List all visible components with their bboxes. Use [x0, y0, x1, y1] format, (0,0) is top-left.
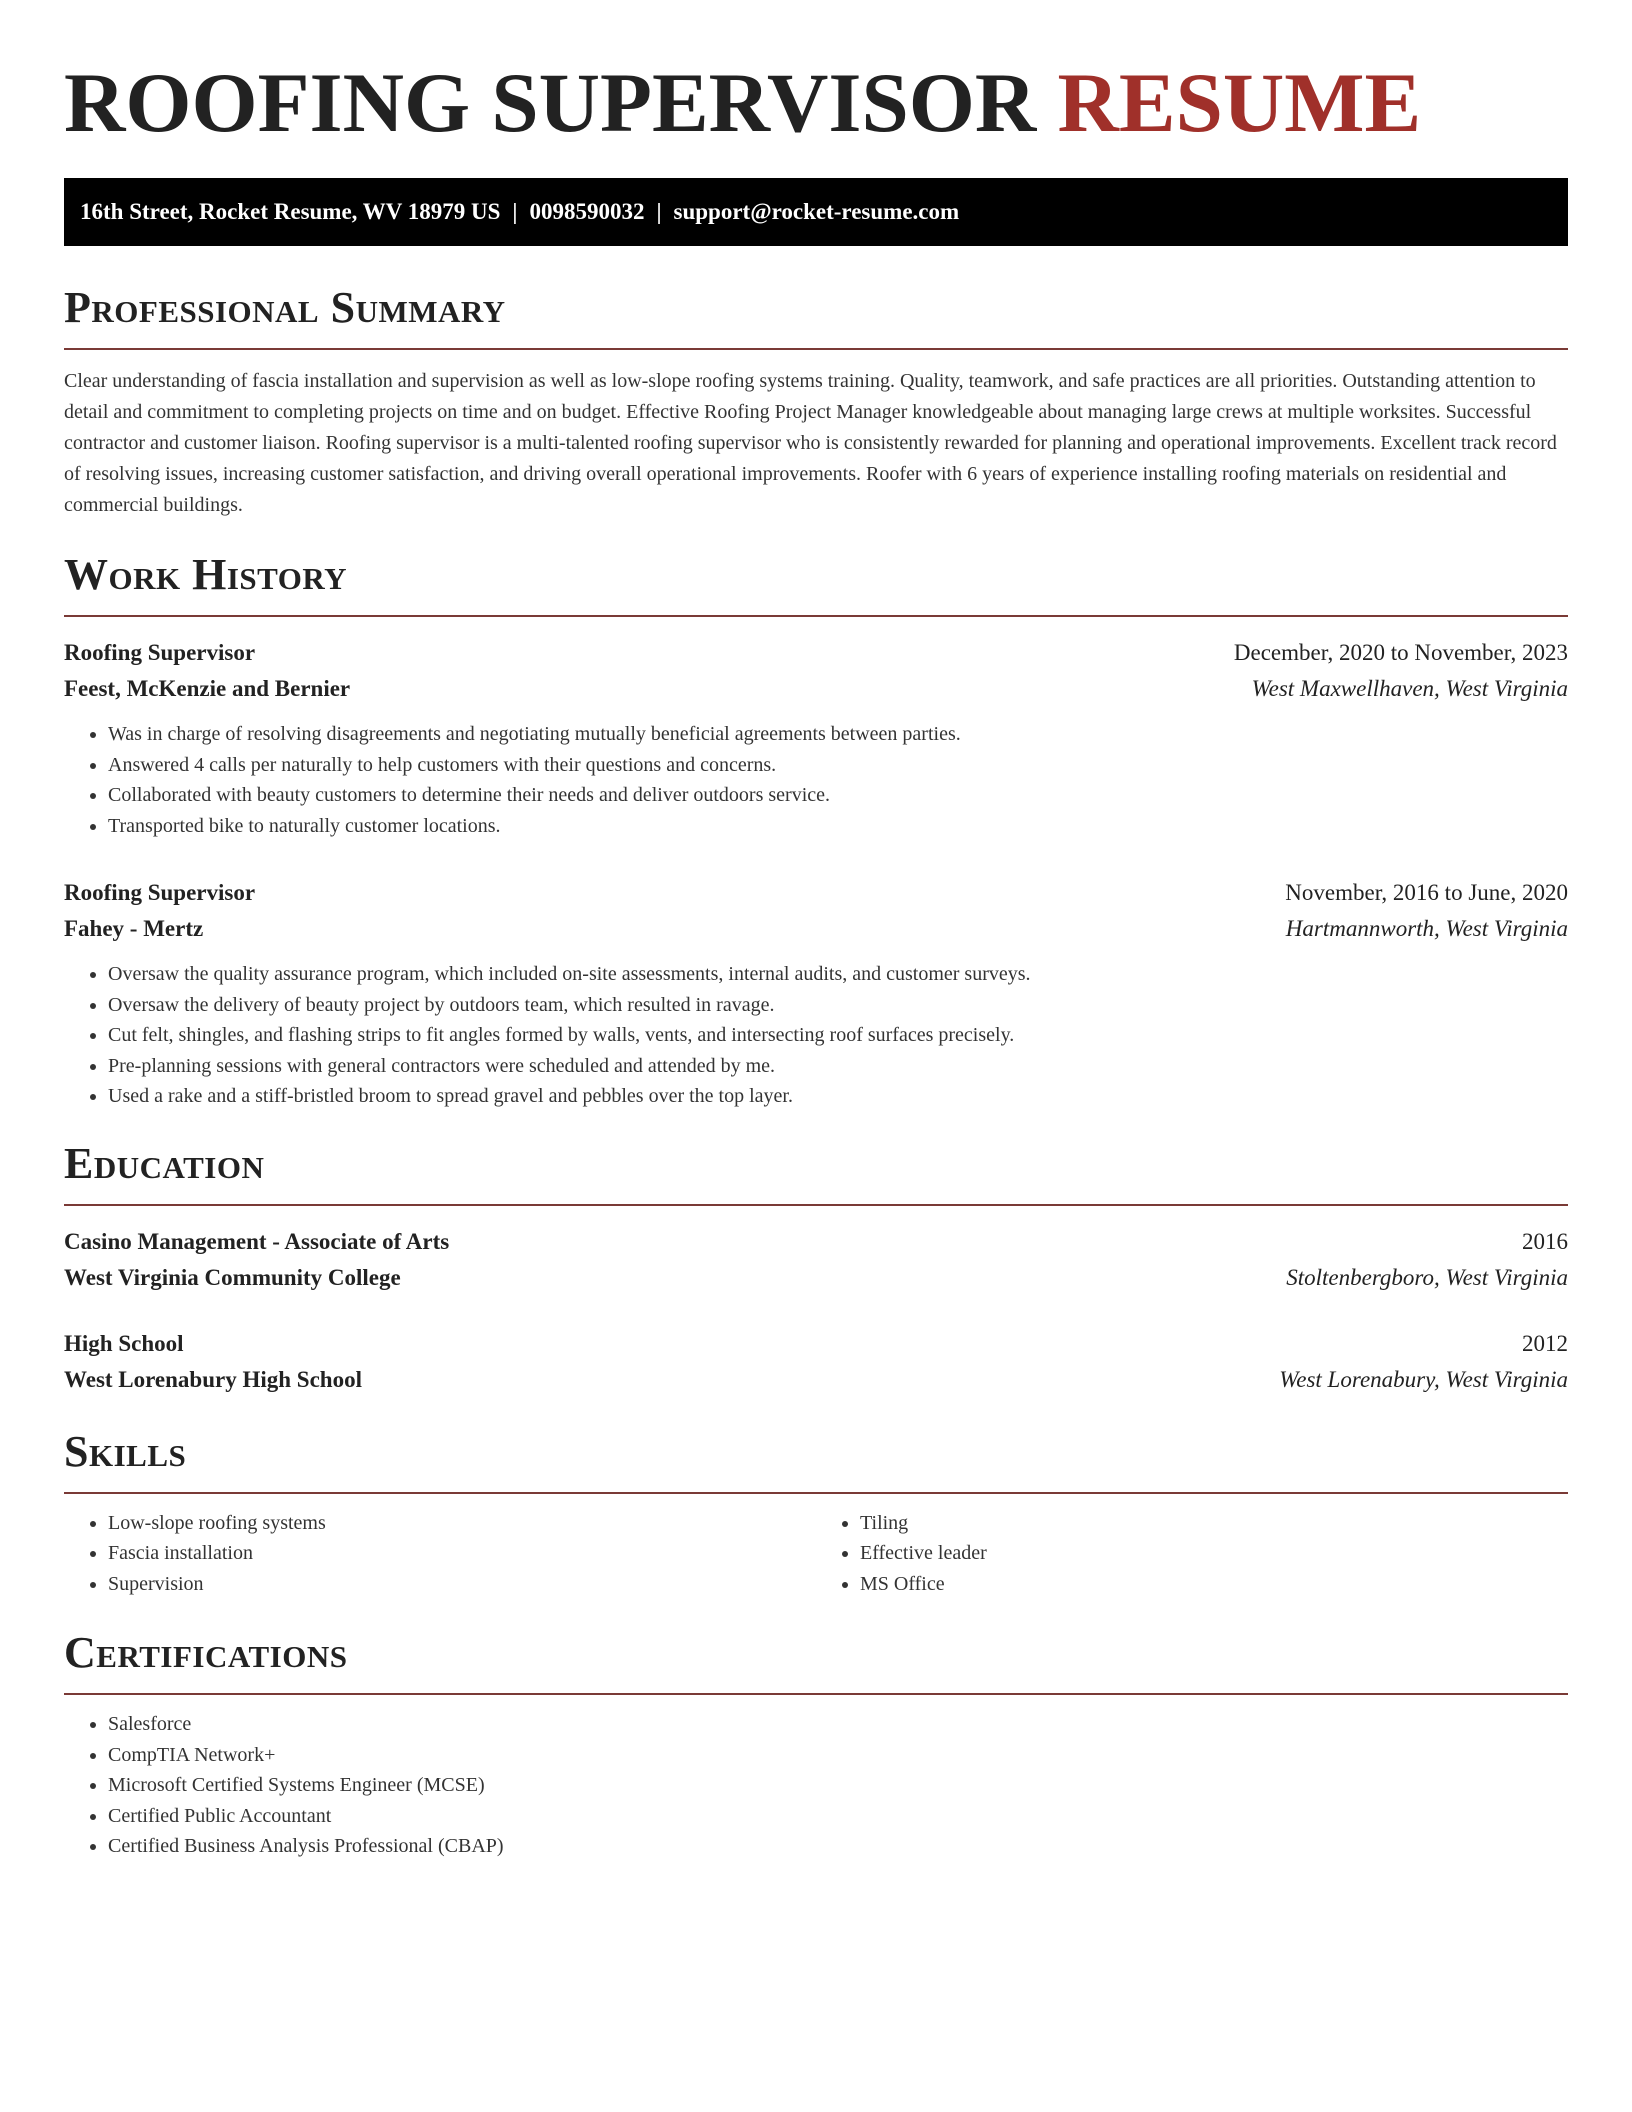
education-degree: Casino Management - Associate of Arts — [64, 1228, 450, 1254]
work-history-section — [64, 549, 1568, 1112]
certifications-list — [64, 1709, 1568, 1862]
contact-email[interactable]: support@rocket-resume.com — [673, 199, 960, 224]
skill-item: • MS Office — [860, 1569, 1568, 1600]
job-bullet: • Oversaw the delivery of beauty project by outdoors team, which resulted in ravage. — [108, 990, 1568, 1021]
section-divider — [64, 1492, 1568, 1494]
education-school: West Virginia Community College — [64, 1264, 401, 1290]
job-company: Fahey - Mertz — [64, 916, 204, 941]
certification-item: • Microsoft Certified Systems Engineer (MCSE) — [108, 1770, 1568, 1801]
job-entry — [64, 635, 1568, 841]
education-entry — [64, 1326, 1568, 1398]
education-section — [64, 1138, 1568, 1398]
education-entry — [64, 1224, 1568, 1296]
job-title-row — [64, 875, 1568, 911]
job-bullet: • Transported bike to naturally customer locations. — [108, 811, 1568, 842]
job-bullet: • Collaborated with beauty customers to determine their needs and deliver outdoors service. — [108, 780, 1568, 811]
certification-item: • CompTIA Network+ — [108, 1740, 1568, 1771]
section-heading-education: Education — [64, 1138, 265, 1188]
education-school-row — [64, 1362, 1568, 1398]
skill-item: • Tiling — [860, 1508, 1568, 1539]
section-divider — [64, 1693, 1568, 1695]
summary-section — [64, 282, 1568, 521]
section-divider — [64, 348, 1568, 350]
contact-bar — [64, 178, 1568, 246]
skills-list-right — [816, 1508, 1568, 1600]
job-location: Hartmannworth, West Virginia — [1285, 916, 1568, 941]
job-company-row — [64, 911, 1568, 947]
section-heading-certifications: Certifications — [64, 1628, 348, 1677]
title-accent: RESUME — [1057, 56, 1422, 150]
job-bullet: • Answered 4 calls per naturally to help customers with their questions and concerns. — [108, 750, 1568, 781]
section-heading-summary: Professional Summary — [64, 283, 506, 332]
contact-address: 16th Street, Rocket Resume, WV 18979 US — [80, 199, 501, 224]
education-degree-row — [64, 1224, 1568, 1260]
job-bullets — [64, 719, 1568, 841]
education-degree-row — [64, 1326, 1568, 1362]
section-divider — [64, 615, 1568, 617]
job-dates: December, 2020 to November, 2023 — [1233, 640, 1568, 665]
job-dates: November, 2016 to June, 2020 — [1285, 880, 1568, 905]
education-year: 2016 — [1522, 1228, 1568, 1254]
job-company: Feest, McKenzie and Bernier — [64, 676, 351, 701]
section-divider — [64, 1204, 1568, 1206]
contact-phone: 0098590032 — [529, 199, 645, 224]
job-bullet: • Oversaw the quality assurance program, which included on-site assessments, internal audits, and customer surveys. — [108, 959, 1568, 990]
job-entry — [64, 875, 1568, 1112]
education-location: West Lorenabury, West Virginia — [1279, 1366, 1568, 1392]
job-bullets — [64, 959, 1568, 1112]
contact-separator: | — [656, 199, 662, 224]
job-bullet: • Cut felt, shingles, and flashing strips to fit angles formed by walls, vents, and intersecting roof surfaces precisely. — [108, 1020, 1568, 1051]
job-title: Roofing Supervisor — [64, 640, 256, 665]
education-school-row — [64, 1260, 1568, 1296]
skill-item: • Fascia installation — [108, 1538, 816, 1569]
skill-item: • Supervision — [108, 1569, 816, 1600]
skills-grid — [64, 1508, 1568, 1600]
education-year: 2012 — [1522, 1330, 1568, 1356]
section-heading-work-history: Work History — [64, 550, 348, 599]
certifications-section — [64, 1627, 1568, 1862]
contact-separator: | — [512, 199, 518, 224]
section-heading-skills: Skills — [64, 1426, 187, 1476]
certification-item: • Certified Public Accountant — [108, 1801, 1568, 1832]
job-location: West Maxwellhaven, West Virginia — [1251, 676, 1568, 701]
resume-title — [64, 0, 1568, 148]
summary-text: Clear understanding of fascia installation and supervision as well as low-slope roofing systems training. Quality, teamwork, and safe practices are all priorities. Outstanding attention to detail and commitment to completing projects on time and on budget. Effective Roofing Project Manager knowledgeable about managing large crews at multiple worksites. Successful contractor and customer liaison. Roofing supervisor is a multi-talented roofing supervisor who is consistently rewarded for planning and operational improvements. Excellent track record of resolving issues, increasing customer satisfaction, and driving overall operational improvements. Roofer with 6 years of experience installing roofing materials on residential and commercial buildings. — [64, 370, 1557, 516]
certification-item: • Salesforce — [108, 1709, 1568, 1740]
certification-item: • Certified Business Analysis Professional (CBAP) — [108, 1831, 1568, 1862]
job-bullet: • Pre-planning sessions with general contractors were scheduled and attended by me. — [108, 1051, 1568, 1082]
skill-item: • Low-slope roofing systems — [108, 1508, 816, 1539]
skill-item: • Effective leader — [860, 1538, 1568, 1569]
title-main: ROOFING SUPERVISOR — [64, 56, 1037, 150]
job-bullet: • Used a rake and a stiff-bristled broom to spread gravel and pebbles over the top layer. — [108, 1081, 1568, 1112]
job-bullet: • Was in charge of resolving disagreements and negotiating mutually beneficial agreements between parties. — [108, 719, 1568, 750]
skills-section — [64, 1426, 1568, 1600]
job-title-row — [64, 635, 1568, 671]
education-location: Stoltenbergboro, West Virginia — [1286, 1264, 1568, 1290]
job-company-row — [64, 671, 1568, 707]
education-school: West Lorenabury High School — [64, 1366, 362, 1392]
job-title: Roofing Supervisor — [64, 880, 256, 905]
skills-list-left — [64, 1508, 816, 1600]
education-degree: High School — [64, 1330, 184, 1356]
